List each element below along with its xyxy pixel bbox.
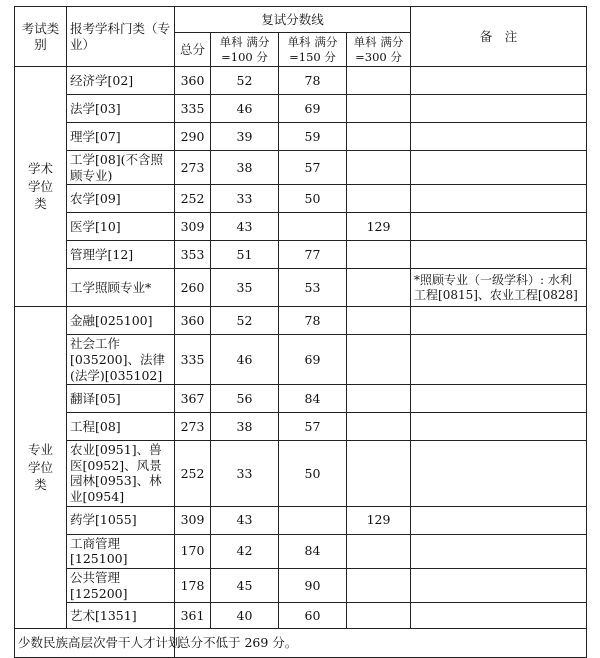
table-row	[15, 385, 587, 413]
professional-category-label: 专业学位类	[27, 442, 53, 493]
table-row	[15, 335, 587, 385]
table-row	[15, 307, 587, 335]
s150-cell	[279, 213, 347, 241]
total-cell: 335	[175, 335, 211, 385]
remarks-cell	[411, 123, 587, 151]
s300-cell: 129	[347, 506, 411, 534]
subject-cell: 艺术[1351]	[67, 603, 175, 629]
s300-cell	[347, 241, 411, 269]
table-row	[15, 241, 587, 269]
s300-cell	[347, 185, 411, 213]
total-cell: 309	[175, 506, 211, 534]
s100-cell: 45	[211, 568, 279, 602]
total-cell: 360	[175, 307, 211, 335]
remarks-cell	[411, 67, 587, 95]
subject-cell: 经济学[02]	[67, 67, 175, 95]
remarks-cell	[411, 506, 587, 534]
s300-cell	[347, 95, 411, 123]
table-row	[15, 67, 587, 95]
total-cell: 353	[175, 241, 211, 269]
table-row	[15, 603, 587, 629]
subject-cell: 翻译[05]	[67, 385, 175, 413]
total-cell: 367	[175, 385, 211, 413]
total-cell: 178	[175, 568, 211, 602]
s100-cell: 42	[211, 534, 279, 568]
table-row	[15, 534, 587, 568]
remarks-cell	[411, 568, 587, 602]
total-cell: 335	[175, 95, 211, 123]
subject-cell: 工商管理[125100]	[67, 534, 175, 568]
s300-cell	[347, 151, 411, 185]
s300-cell	[347, 123, 411, 151]
s300-cell	[347, 603, 411, 629]
remarks-cell	[411, 603, 587, 629]
footer-requirement: 总分不低于 269 分。	[175, 629, 587, 658]
subject-cell: 工学[08](不含照顾专业)	[67, 151, 175, 185]
subject-cell: 药学[1055]	[67, 506, 175, 534]
remarks-cell	[411, 441, 587, 507]
table-row	[15, 269, 587, 307]
header-row-1	[15, 7, 587, 33]
remarks-cell	[411, 213, 587, 241]
total-cell: 309	[175, 213, 211, 241]
s150-cell: 77	[279, 241, 347, 269]
remarks-cell	[411, 151, 587, 185]
remarks-cell	[411, 307, 587, 335]
header-category: 考试类别	[15, 7, 67, 67]
s100-cell: 51	[211, 241, 279, 269]
s100-cell: 33	[211, 441, 279, 507]
s300-cell	[347, 67, 411, 95]
subject-cell: 农业[0951]、兽医[0952]、风景园林[0953]、林业[0954]	[67, 441, 175, 507]
table-row	[15, 441, 587, 507]
s150-cell	[279, 506, 347, 534]
s150-cell: 78	[279, 307, 347, 335]
s150-cell: 84	[279, 534, 347, 568]
s300-cell	[347, 534, 411, 568]
subject-cell: 金融[025100]	[67, 307, 175, 335]
s100-cell: 40	[211, 603, 279, 629]
s150-cell: 57	[279, 151, 347, 185]
s150-cell: 60	[279, 603, 347, 629]
s300-cell	[347, 307, 411, 335]
table-row	[15, 95, 587, 123]
s150-cell: 69	[279, 335, 347, 385]
total-cell: 290	[175, 123, 211, 151]
academic-category-label: 学术学位类	[27, 161, 53, 212]
retest-score-table	[14, 6, 587, 658]
total-cell: 252	[175, 185, 211, 213]
total-cell: 252	[175, 441, 211, 507]
s100-cell: 56	[211, 385, 279, 413]
s100-cell: 33	[211, 185, 279, 213]
header-s300: 单科 满分=300 分	[347, 33, 411, 67]
table-row	[15, 151, 587, 185]
subject-cell: 社会工作[035200]、法律(法学)[035102]	[67, 335, 175, 385]
remarks-cell	[411, 185, 587, 213]
total-cell: 273	[175, 413, 211, 441]
s300-cell	[347, 335, 411, 385]
s150-cell: 59	[279, 123, 347, 151]
header-remarks: 备 注	[411, 7, 587, 67]
total-cell: 170	[175, 534, 211, 568]
header-retest: 复试分数线	[175, 7, 411, 33]
s100-cell: 39	[211, 123, 279, 151]
footer-row	[15, 629, 587, 658]
subject-cell: 工学照顾专业*	[67, 269, 175, 307]
remarks-cell	[411, 335, 587, 385]
subject-cell: 农学[09]	[67, 185, 175, 213]
subject-cell: 管理学[12]	[67, 241, 175, 269]
remarks-cell	[411, 413, 587, 441]
table-row	[15, 413, 587, 441]
header-subject: 报考学科门类（专业）	[67, 7, 175, 67]
s300-cell	[347, 269, 411, 307]
subject-cell: 公共管理[125200]	[67, 568, 175, 602]
s100-cell: 35	[211, 269, 279, 307]
academic-category	[15, 67, 67, 307]
table-row	[15, 185, 587, 213]
remarks-cell	[411, 534, 587, 568]
subject-cell: 工程[08]	[67, 413, 175, 441]
header-s100: 单科 满分=100 分	[211, 33, 279, 67]
table-row	[15, 123, 587, 151]
table-row	[15, 213, 587, 241]
remarks-cell	[411, 241, 587, 269]
s100-cell: 38	[211, 151, 279, 185]
s150-cell: 84	[279, 385, 347, 413]
header-s150: 单科 满分=150 分	[279, 33, 347, 67]
subject-cell: 医学[10]	[67, 213, 175, 241]
s150-cell: 57	[279, 413, 347, 441]
s100-cell: 38	[211, 413, 279, 441]
total-cell: 273	[175, 151, 211, 185]
professional-category	[15, 307, 67, 629]
s300-cell	[347, 568, 411, 602]
s100-cell: 43	[211, 213, 279, 241]
s100-cell: 46	[211, 95, 279, 123]
s300-cell	[347, 385, 411, 413]
footer-plan: 少数民族高层次骨干人才计划	[15, 629, 175, 658]
total-cell: 361	[175, 603, 211, 629]
remarks-cell	[411, 95, 587, 123]
subject-cell: 法学[03]	[67, 95, 175, 123]
header-total: 总分	[175, 33, 211, 67]
table-row	[15, 506, 587, 534]
s300-cell	[347, 413, 411, 441]
s150-cell: 78	[279, 67, 347, 95]
s150-cell: 69	[279, 95, 347, 123]
total-cell: 360	[175, 67, 211, 95]
remarks-cell: *照顾专业（一级学科）: 水利工程[0815]、农业工程[0828]	[411, 269, 587, 307]
s150-cell: 50	[279, 441, 347, 507]
s150-cell: 50	[279, 185, 347, 213]
s100-cell: 43	[211, 506, 279, 534]
total-cell: 260	[175, 269, 211, 307]
subject-cell: 理学[07]	[67, 123, 175, 151]
s300-cell: 129	[347, 213, 411, 241]
s100-cell: 46	[211, 335, 279, 385]
s100-cell: 52	[211, 67, 279, 95]
table-row	[15, 568, 587, 602]
s100-cell: 52	[211, 307, 279, 335]
s150-cell: 90	[279, 568, 347, 602]
s300-cell	[347, 441, 411, 507]
remarks-cell	[411, 385, 587, 413]
s150-cell: 53	[279, 269, 347, 307]
